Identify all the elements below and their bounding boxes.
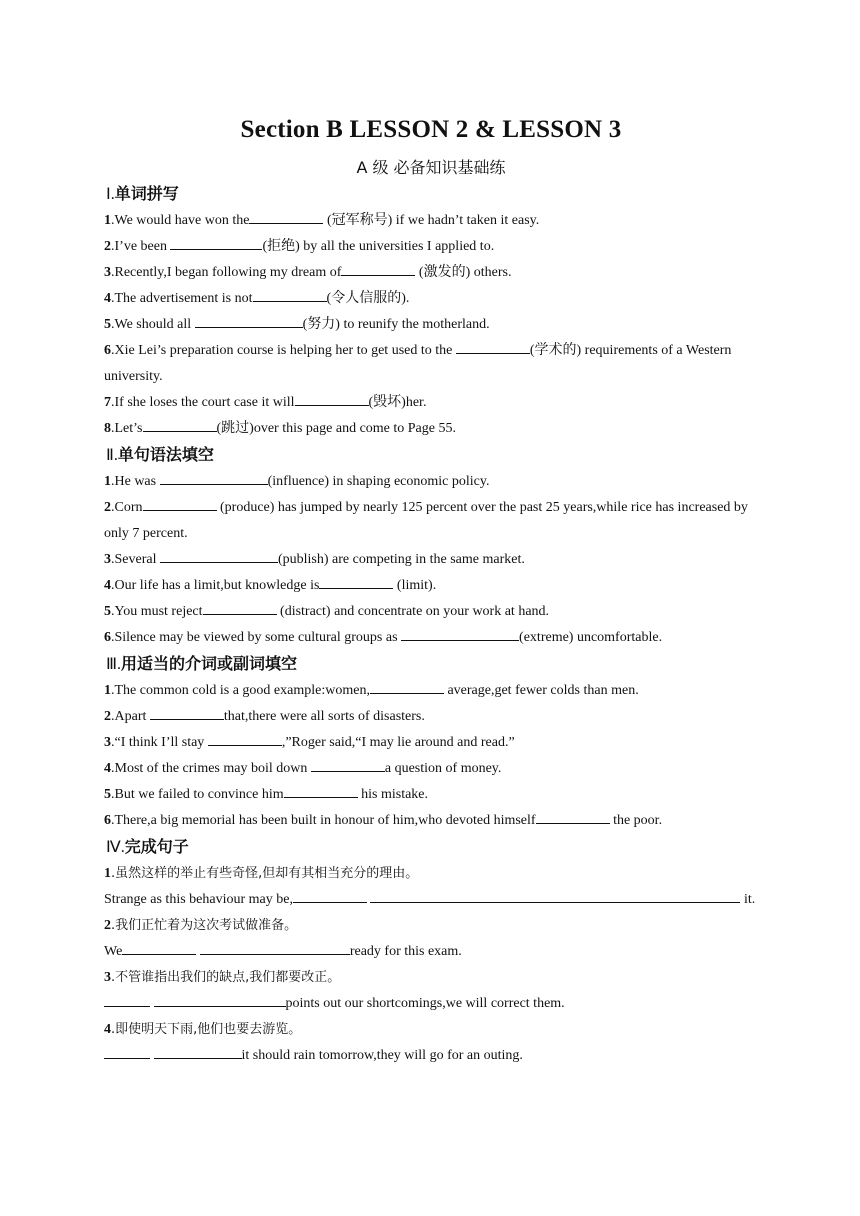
exercise-item bbox=[104, 756, 758, 782]
answer-blank[interactable] bbox=[249, 209, 323, 224]
exercise-item bbox=[104, 678, 758, 704]
item-text: (extreme) uncomfortable. bbox=[519, 630, 663, 645]
answer-line bbox=[104, 887, 758, 913]
item-number: 5 bbox=[104, 787, 111, 802]
item-text: .I’ve been bbox=[111, 239, 171, 254]
item-text: (拒绝) by all the universities I applied to. bbox=[262, 239, 495, 254]
answer-blank[interactable] bbox=[160, 548, 278, 563]
document-page bbox=[104, 112, 758, 1069]
item-text: that,there were all sorts of disasters. bbox=[223, 709, 425, 724]
answer-blank[interactable] bbox=[311, 757, 385, 772]
section-heading bbox=[106, 651, 758, 678]
item-text: .Most of the crimes may boil down bbox=[111, 761, 311, 776]
answer-blank[interactable] bbox=[200, 940, 350, 955]
section-number: Ⅳ. bbox=[106, 839, 125, 856]
item-number: 2 bbox=[104, 709, 111, 724]
answer-blank[interactable] bbox=[195, 313, 303, 328]
item-number: 6 bbox=[104, 343, 111, 358]
answer-text: it should rain tomorrow,they will go for an outing. bbox=[241, 1048, 523, 1063]
exercise-item bbox=[104, 416, 758, 442]
exercise-item bbox=[104, 495, 758, 547]
section-number: Ⅱ. bbox=[106, 447, 118, 464]
item-text: (publish) are competing in the same market. bbox=[277, 552, 525, 567]
exercise-item bbox=[104, 312, 758, 338]
answer-blank[interactable] bbox=[203, 600, 277, 615]
item-text: .If she loses the court case it will bbox=[111, 395, 295, 410]
section-heading bbox=[106, 181, 758, 208]
answer-blank[interactable] bbox=[143, 417, 217, 432]
item-text: (limit). bbox=[393, 578, 437, 593]
answer-text: Strange as this behaviour may be, bbox=[104, 892, 293, 907]
answer-text: We bbox=[104, 944, 123, 959]
answer-blank[interactable] bbox=[341, 261, 415, 276]
exercise-item bbox=[104, 573, 758, 599]
exercise-item bbox=[104, 704, 758, 730]
exercise-item bbox=[104, 469, 758, 495]
section-title: 单句语法填空 bbox=[117, 445, 214, 464]
item-text: (跳过)over this page and come to Page 55. bbox=[216, 421, 456, 436]
exercise-item bbox=[104, 260, 758, 286]
answer-blank[interactable] bbox=[104, 992, 150, 1007]
translation-prompt bbox=[104, 965, 758, 991]
page-title: Section B LESSON 2 & LESSON 3 bbox=[240, 116, 622, 143]
exercise-item bbox=[104, 730, 758, 756]
item-number: 4 bbox=[104, 291, 111, 306]
item-number: 3 bbox=[104, 552, 111, 567]
item-text: (努力) to reunify the motherland. bbox=[302, 317, 490, 332]
item-text: .We should all bbox=[111, 317, 195, 332]
section-number: Ⅰ. bbox=[106, 186, 115, 203]
answer-blank[interactable] bbox=[160, 470, 268, 485]
exercise-content bbox=[104, 181, 758, 1069]
item-text: (produce) has jumped by nearly 125 percent over the past 25 years,while rice has increased by only 7 percent. bbox=[104, 500, 748, 541]
translation-prompt bbox=[104, 861, 758, 887]
item-number: 2 bbox=[104, 239, 111, 254]
prompt-text: .即使明天下雨,他们也要去游览。 bbox=[111, 1022, 302, 1037]
item-number: 4 bbox=[104, 578, 111, 593]
exercise-item bbox=[104, 782, 758, 808]
item-text: a question of money. bbox=[384, 761, 502, 776]
item-number: 4 bbox=[104, 761, 111, 776]
item-text: (学术的) requirements of a Western university. bbox=[104, 343, 732, 384]
answer-blank[interactable] bbox=[208, 731, 282, 746]
answer-blank[interactable] bbox=[253, 287, 327, 302]
item-text: .There,a big memorial has been built in honour of him,who devoted himself bbox=[111, 813, 536, 828]
answer-blank[interactable] bbox=[170, 235, 262, 250]
answer-blank[interactable] bbox=[154, 992, 286, 1007]
item-text: ,”Roger said,“I may lie around and read.” bbox=[281, 735, 515, 750]
answer-blank[interactable] bbox=[370, 888, 740, 903]
item-text: (distract) and concentrate on your work at hand. bbox=[276, 604, 550, 619]
answer-blank[interactable] bbox=[154, 1044, 242, 1059]
item-text: (毁坏)her. bbox=[368, 395, 427, 410]
answer-blank[interactable] bbox=[401, 626, 519, 641]
translation-prompt bbox=[104, 913, 758, 939]
exercise-item bbox=[104, 599, 758, 625]
section-number: Ⅲ. bbox=[106, 656, 122, 673]
answer-blank[interactable] bbox=[284, 783, 358, 798]
exercise-item bbox=[104, 208, 758, 234]
answer-blank[interactable] bbox=[536, 809, 610, 824]
prompt-text: .我们正忙着为这次考试做准备。 bbox=[111, 918, 298, 933]
answer-blank[interactable] bbox=[150, 705, 224, 720]
answer-line bbox=[104, 939, 758, 965]
section-title: 完成句子 bbox=[124, 837, 189, 856]
item-number: 5 bbox=[104, 604, 111, 619]
item-number: 8 bbox=[104, 421, 111, 436]
answer-blank[interactable] bbox=[456, 339, 530, 354]
item-number: 3 bbox=[104, 735, 111, 750]
answer-line bbox=[104, 1043, 758, 1069]
item-number: 2 bbox=[104, 918, 111, 933]
item-text: .Several bbox=[111, 552, 160, 567]
item-text: .He was bbox=[111, 474, 160, 489]
level-subtitle: A 级 必备知识基础练 bbox=[356, 158, 506, 177]
item-text: .But we failed to convince him bbox=[111, 787, 284, 802]
section-title: 单词拼写 bbox=[114, 184, 179, 203]
item-text: .Xie Lei’s preparation course is helping her to get used to the bbox=[111, 343, 456, 358]
item-text: .Silence may be viewed by some cultural groups as bbox=[111, 630, 402, 645]
answer-blank[interactable] bbox=[122, 940, 196, 955]
item-text: .“I think I’ll stay bbox=[111, 735, 208, 750]
prompt-text: .不管谁指出我们的缺点,我们都要改正。 bbox=[111, 970, 341, 985]
exercise-item bbox=[104, 625, 758, 651]
exercise-item bbox=[104, 808, 758, 834]
answer-text: it. bbox=[740, 892, 756, 907]
item-text: .The advertisement is not bbox=[111, 291, 253, 306]
answer-blank[interactable] bbox=[143, 496, 217, 511]
answer-blank[interactable] bbox=[104, 1044, 150, 1059]
item-text: (激发的) others. bbox=[415, 265, 512, 280]
item-number: 6 bbox=[104, 630, 111, 645]
item-number: 5 bbox=[104, 317, 111, 332]
item-text: .Apart bbox=[111, 709, 150, 724]
item-number: 1 bbox=[104, 474, 111, 489]
exercise-item bbox=[104, 547, 758, 573]
item-text: the poor. bbox=[609, 813, 663, 828]
answer-blank[interactable] bbox=[295, 391, 369, 406]
item-text: .Corn bbox=[111, 500, 143, 515]
prompt-text: .虽然这样的举止有些奇怪,但却有其相当充分的理由。 bbox=[111, 866, 419, 881]
answer-text: points out our shortcomings,we will correct them. bbox=[285, 996, 565, 1011]
item-number: 3 bbox=[104, 265, 111, 280]
item-number: 4 bbox=[104, 1022, 111, 1037]
item-text: .You must reject bbox=[111, 604, 203, 619]
answer-blank[interactable] bbox=[319, 574, 393, 589]
item-number: 3 bbox=[104, 970, 111, 985]
exercise-item bbox=[104, 234, 758, 260]
item-text: (冠军称号) if we hadn’t taken it easy. bbox=[323, 213, 540, 228]
item-number: 1 bbox=[104, 213, 111, 228]
item-text: .Let’s bbox=[111, 421, 143, 436]
translation-prompt bbox=[104, 1017, 758, 1043]
item-number: 7 bbox=[104, 395, 111, 410]
item-text: average,get fewer colds than men. bbox=[443, 683, 639, 698]
item-text: .Our life has a limit,but knowledge is bbox=[111, 578, 320, 593]
answer-text: ready for this exam. bbox=[349, 944, 462, 959]
section-heading bbox=[106, 442, 758, 469]
item-text: (influence) in shaping economic policy. bbox=[267, 474, 490, 489]
answer-blank[interactable] bbox=[370, 679, 444, 694]
answer-blank[interactable] bbox=[293, 888, 367, 903]
item-text: .The common cold is a good example:women, bbox=[111, 683, 370, 698]
section-title: 用适当的介词或副词填空 bbox=[121, 654, 298, 673]
answer-line bbox=[104, 991, 758, 1017]
item-text: .We would have won the bbox=[111, 213, 250, 228]
item-number: 1 bbox=[104, 866, 111, 881]
item-text: .Recently,I began following my dream of bbox=[111, 265, 342, 280]
exercise-item bbox=[104, 286, 758, 312]
item-text: his mistake. bbox=[357, 787, 429, 802]
item-number: 1 bbox=[104, 683, 111, 698]
section-heading bbox=[106, 834, 758, 861]
exercise-item bbox=[104, 338, 758, 390]
item-number: 6 bbox=[104, 813, 111, 828]
item-number: 2 bbox=[104, 500, 111, 515]
item-text: (令人信服的). bbox=[326, 291, 410, 306]
exercise-item bbox=[104, 390, 758, 416]
